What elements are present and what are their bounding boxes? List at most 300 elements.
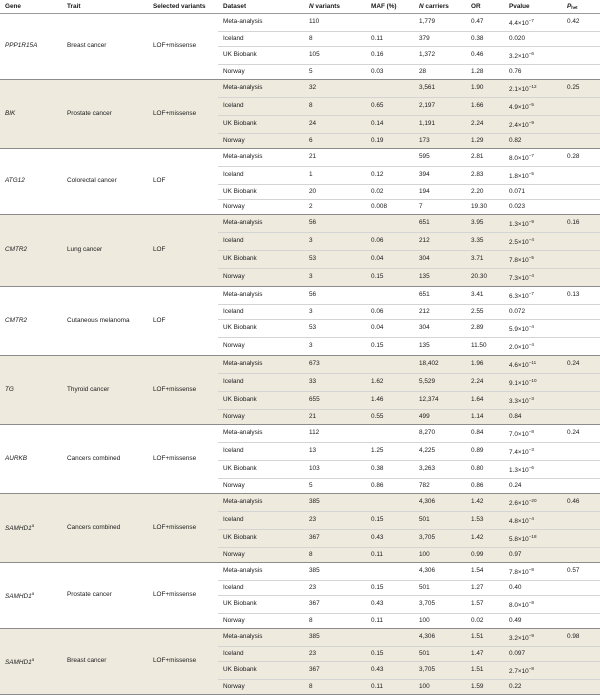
- cell-n-variants: 56: [304, 286, 366, 304]
- cell-or: 1.42: [466, 529, 504, 547]
- cell-gene: [0, 214, 62, 286]
- cell-trait: Breast cancer: [62, 13, 148, 79]
- cell-n-variants: 33: [304, 373, 366, 391]
- pvalue-base: 9.1×10: [509, 379, 529, 387]
- cell-trait: Prostate cancer: [62, 562, 148, 628]
- pvalue-exponent: −5: [528, 254, 534, 260]
- cell-dataset: UK Biobank: [218, 115, 304, 133]
- cell-or: 1.28: [466, 64, 504, 79]
- pvalue-exponent: −3: [528, 446, 534, 452]
- cell-n-variants: 367: [304, 529, 366, 547]
- cell-gene: [0, 286, 62, 355]
- cell-n-variants: 56: [304, 214, 366, 232]
- cell-or: 1.96: [466, 355, 504, 373]
- cell-dataset: Norway: [218, 64, 304, 79]
- cell-n-carriers: 3,705: [414, 529, 466, 547]
- cell-or: 0.02: [466, 613, 504, 628]
- pvalue-base: 3.2×10: [509, 634, 529, 642]
- pvalue-exponent: −7: [528, 152, 534, 158]
- cell-n-carriers: 28: [414, 64, 466, 79]
- cell-or: 3.35: [466, 232, 504, 250]
- cell-n-carriers: 304: [414, 250, 466, 268]
- pvalue-base: 2.5×10: [509, 238, 529, 246]
- cell-maf: 0.15: [366, 268, 414, 286]
- cell-dataset: Iceland: [218, 97, 304, 115]
- cell-n-variants: 23: [304, 646, 366, 661]
- cell-maf: 0.43: [366, 529, 414, 547]
- cell-or: 1.14: [466, 409, 504, 424]
- table-row: [0, 13, 600, 31]
- pvalue-exponent: −20: [528, 497, 537, 503]
- cell-selected-variants: LOF+missense: [148, 628, 218, 694]
- pvalue-base: 2.7×10: [509, 667, 529, 675]
- cell-phet: [562, 547, 600, 562]
- pvalue-base: 0.84: [509, 412, 522, 420]
- pvalue-base: 7.4×10: [509, 448, 529, 456]
- pvalue-base: 5.8×10: [509, 535, 529, 543]
- cell-dataset: Iceland: [218, 373, 304, 391]
- pvalue-base: 2.4×10: [509, 121, 529, 129]
- cell-n-carriers: 18,402: [414, 355, 466, 373]
- cell-n-variants: 21: [304, 148, 366, 166]
- pvalue-base: 0.072: [509, 307, 525, 315]
- cell-pvalue: [504, 319, 562, 337]
- cell-maf: 1.25: [366, 442, 414, 460]
- cell-trait: Cancers combined: [62, 424, 148, 493]
- pvalue-base: 0.22: [509, 682, 522, 690]
- cell-dataset: Meta-analysis: [218, 424, 304, 442]
- cell-pvalue: [504, 184, 562, 199]
- gene-name: SAMHD1: [5, 658, 32, 666]
- cell-n-carriers: 3,705: [414, 595, 466, 613]
- cell-maf: 1.46: [366, 391, 414, 409]
- cell-phet: 0.28: [562, 148, 600, 166]
- cell-n-carriers: 2,197: [414, 97, 466, 115]
- cell-n-carriers: 394: [414, 166, 466, 184]
- cell-selected-variants: LOF+missense: [148, 493, 218, 562]
- cell-or: 1.64: [466, 391, 504, 409]
- cell-n-variants: 105: [304, 46, 366, 64]
- cell-n-variants: 385: [304, 493, 366, 511]
- cell-n-carriers: 8,270: [414, 424, 466, 442]
- gene-trait-group: [0, 13, 600, 79]
- cell-phet: 0.24: [562, 424, 600, 442]
- cell-phet: 0.16: [562, 214, 600, 232]
- cell-selected-variants: LOF: [148, 148, 218, 214]
- cell-dataset: Iceland: [218, 580, 304, 595]
- table-row: [0, 286, 600, 304]
- pvalue-exponent: −11: [528, 359, 537, 365]
- cell-n-variants: 103: [304, 460, 366, 478]
- cell-selected-variants: LOF+missense: [148, 562, 218, 628]
- cell-n-variants: 2: [304, 199, 366, 214]
- cell-phet: 0.42: [562, 13, 600, 31]
- cell-pvalue: [504, 115, 562, 133]
- pvalue-base: 4.6×10: [509, 361, 529, 369]
- cell-dataset: UK Biobank: [218, 46, 304, 64]
- cell-n-variants: 8: [304, 679, 366, 694]
- gene-name: BIK: [5, 109, 16, 117]
- header-trait: Trait: [62, 0, 148, 13]
- gene-name: CMTR2: [5, 246, 28, 253]
- cell-phet: 0.25: [562, 79, 600, 97]
- cell-or: 1.47: [466, 646, 504, 661]
- cell-n-variants: 385: [304, 628, 366, 646]
- gene-name: SAMHD1: [5, 592, 32, 600]
- cell-pvalue: [504, 493, 562, 511]
- cell-or: 2.89: [466, 319, 504, 337]
- cell-or: 1.51: [466, 661, 504, 679]
- cell-selected-variants: LOF+missense: [148, 79, 218, 148]
- pvalue-exponent: −5: [528, 101, 534, 107]
- cell-maf: [366, 79, 414, 97]
- cell-pvalue: [504, 133, 562, 148]
- table-row: [0, 562, 600, 580]
- cell-dataset: Meta-analysis: [218, 493, 304, 511]
- cell-or: 0.99: [466, 547, 504, 562]
- gene-name: AURKB: [5, 454, 28, 462]
- cell-phet: [562, 166, 600, 184]
- cell-n-variants: 3: [304, 304, 366, 319]
- gene-footnote-mark: a: [31, 523, 35, 528]
- cell-pvalue: [504, 424, 562, 442]
- cell-maf: 0.12: [366, 166, 414, 184]
- pvalue-base: 0.023: [509, 202, 525, 210]
- cell-gene: [0, 562, 62, 628]
- pvalue-base: 2.6×10: [509, 499, 529, 507]
- cell-n-variants: 53: [304, 250, 366, 268]
- cell-phet: [562, 268, 600, 286]
- cell-maf: 0.55: [366, 409, 414, 424]
- cell-n-variants: 13: [304, 442, 366, 460]
- cell-dataset: Iceland: [218, 232, 304, 250]
- pvalue-exponent: −4: [528, 236, 534, 242]
- cell-trait: Cancers combined: [62, 493, 148, 562]
- cell-n-variants: 53: [304, 319, 366, 337]
- cell-pvalue: [504, 580, 562, 595]
- pvalue-base: 6.3×10: [509, 292, 529, 300]
- cell-selected-variants: LOF+missense: [148, 355, 218, 424]
- cell-pvalue: [504, 460, 562, 478]
- cell-dataset: Norway: [218, 478, 304, 493]
- cell-n-carriers: 5,529: [414, 373, 466, 391]
- cell-n-variants: 3: [304, 268, 366, 286]
- cell-maf: [366, 628, 414, 646]
- cell-dataset: Meta-analysis: [218, 562, 304, 580]
- cell-phet: [562, 613, 600, 628]
- gene-name: TG: [5, 385, 14, 393]
- cell-dataset: Iceland: [218, 646, 304, 661]
- cell-pvalue: [504, 613, 562, 628]
- cell-pvalue: [504, 199, 562, 214]
- cell-n-carriers: 595: [414, 148, 466, 166]
- table-header: [0, 0, 600, 13]
- cell-maf: 0.19: [366, 133, 414, 148]
- cell-phet: [562, 64, 600, 79]
- header-n-carriers: [414, 0, 466, 13]
- cell-dataset: Meta-analysis: [218, 148, 304, 166]
- gene-trait-group: [0, 628, 600, 694]
- cell-or: 1.53: [466, 511, 504, 529]
- header-n-carriers-n: N: [419, 2, 424, 10]
- cell-n-carriers: 212: [414, 304, 466, 319]
- pvalue-base: 7.0×10: [509, 430, 529, 438]
- gene-trait-group: [0, 424, 600, 493]
- cell-phet: 0.24: [562, 355, 600, 373]
- cell-maf: 0.06: [366, 232, 414, 250]
- pvalue-base: 4.9×10: [509, 103, 529, 111]
- cell-phet: [562, 31, 600, 46]
- pvalue-exponent: −12: [528, 83, 537, 89]
- cell-n-carriers: 4,306: [414, 493, 466, 511]
- cell-or: 1.51: [466, 628, 504, 646]
- pvalue-base: 4.4×10: [509, 19, 529, 27]
- gene-trait-group: [0, 493, 600, 562]
- cell-n-carriers: 3,263: [414, 460, 466, 478]
- gene-trait-group: [0, 148, 600, 214]
- header-dataset: Dataset: [218, 0, 304, 13]
- cell-n-carriers: 4,306: [414, 628, 466, 646]
- cell-or: 1.42: [466, 493, 504, 511]
- cell-phet: 0.98: [562, 628, 600, 646]
- cell-n-variants: 24: [304, 115, 366, 133]
- cell-phet: [562, 373, 600, 391]
- header-phet-sub: het: [571, 4, 578, 10]
- cell-pvalue: [504, 595, 562, 613]
- table-row: [0, 148, 600, 166]
- cell-phet: [562, 595, 600, 613]
- cell-phet: [562, 391, 600, 409]
- pvalue-exponent: −4: [528, 341, 534, 347]
- cell-trait: Colorectal cancer: [62, 148, 148, 214]
- pvalue-exponent: −6: [528, 464, 534, 470]
- cell-or: 1.90: [466, 79, 504, 97]
- pvalue-exponent: −8: [528, 428, 534, 434]
- cell-n-variants: 367: [304, 595, 366, 613]
- cell-phet: [562, 511, 600, 529]
- cell-maf: [366, 562, 414, 580]
- cell-n-variants: 655: [304, 391, 366, 409]
- cell-n-carriers: 501: [414, 580, 466, 595]
- pvalue-base: 0.97: [509, 550, 522, 558]
- cell-n-variants: 3: [304, 232, 366, 250]
- pvalue-exponent: −5: [528, 170, 534, 176]
- cell-or: 19.30: [466, 199, 504, 214]
- header-n-variants: [304, 0, 366, 13]
- pvalue-exponent: −18: [528, 533, 537, 539]
- cell-maf: 0.11: [366, 31, 414, 46]
- cell-dataset: UK Biobank: [218, 460, 304, 478]
- cell-or: 2.81: [466, 148, 504, 166]
- cell-dataset: Norway: [218, 409, 304, 424]
- cell-selected-variants: LOF+missense: [148, 424, 218, 493]
- header-maf: MAF (%): [366, 0, 414, 13]
- pvalue-base: 4.8×10: [509, 517, 529, 525]
- cell-n-carriers: 4,306: [414, 562, 466, 580]
- cell-phet: [562, 478, 600, 493]
- cell-dataset: UK Biobank: [218, 319, 304, 337]
- cell-pvalue: [504, 547, 562, 562]
- cell-pvalue: [504, 679, 562, 694]
- pvalue-exponent: −3: [528, 395, 534, 401]
- cell-n-variants: 5: [304, 478, 366, 493]
- cell-phet: [562, 115, 600, 133]
- cell-phet: [562, 529, 600, 547]
- cell-n-variants: 23: [304, 511, 366, 529]
- cell-pvalue: [504, 286, 562, 304]
- pvalue-base: 3.3×10: [509, 397, 529, 405]
- cell-dataset: Iceland: [218, 31, 304, 46]
- cell-phet: 0.13: [562, 286, 600, 304]
- header-n-variants-rest: variants: [313, 2, 340, 10]
- cell-n-carriers: 501: [414, 511, 466, 529]
- cell-or: 0.84: [466, 424, 504, 442]
- cell-maf: 0.02: [366, 184, 414, 199]
- table-row: [0, 493, 600, 511]
- header-gene: Gene: [0, 0, 62, 13]
- cell-phet: [562, 442, 600, 460]
- header-or: OR: [466, 0, 504, 13]
- cell-maf: 0.43: [366, 595, 414, 613]
- cell-n-carriers: 1,191: [414, 115, 466, 133]
- cell-n-carriers: 135: [414, 337, 466, 355]
- header-row: [0, 0, 600, 13]
- cell-n-variants: 3: [304, 337, 366, 355]
- cell-pvalue: [504, 562, 562, 580]
- pvalue-exponent: −7: [528, 17, 534, 23]
- pvalue-base: 8.0×10: [509, 154, 529, 162]
- gene-name: PPP1R15A: [5, 42, 38, 49]
- cell-phet: 0.57: [562, 562, 600, 580]
- cell-gene: [0, 493, 62, 562]
- cell-n-variants: 21: [304, 409, 366, 424]
- cell-dataset: Norway: [218, 337, 304, 355]
- cell-dataset: Meta-analysis: [218, 355, 304, 373]
- gene-trait-group: [0, 286, 600, 355]
- cell-maf: [366, 355, 414, 373]
- cell-phet: [562, 580, 600, 595]
- cell-maf: 0.008: [366, 199, 414, 214]
- cell-dataset: Meta-analysis: [218, 13, 304, 31]
- header-n-variants-n: N: [309, 2, 314, 10]
- pvalue-base: 0.49: [509, 616, 522, 624]
- pvalue-exponent: −4: [528, 323, 534, 329]
- cell-dataset: UK Biobank: [218, 250, 304, 268]
- cell-or: 20.30: [466, 268, 504, 286]
- gene-trait-group: [0, 355, 600, 424]
- cell-maf: 0.38: [366, 460, 414, 478]
- cell-n-carriers: 1,779: [414, 13, 466, 31]
- cell-or: 1.57: [466, 595, 504, 613]
- cell-gene: [0, 628, 62, 694]
- pvalue-base: 7.8×10: [509, 256, 529, 264]
- cell-or: 1.29: [466, 133, 504, 148]
- cell-dataset: UK Biobank: [218, 391, 304, 409]
- cell-or: 1.54: [466, 562, 504, 580]
- header-n-carriers-rest: carriers: [423, 2, 449, 10]
- cell-dataset: UK Biobank: [218, 529, 304, 547]
- cell-or: 3.41: [466, 286, 504, 304]
- cell-or: 0.80: [466, 460, 504, 478]
- cell-phet: [562, 319, 600, 337]
- cell-trait: Prostate cancer: [62, 79, 148, 148]
- cell-n-variants: 112: [304, 424, 366, 442]
- cell-pvalue: [504, 442, 562, 460]
- pvalue-base: 1.8×10: [509, 172, 529, 180]
- cell-n-carriers: 100: [414, 679, 466, 694]
- cell-n-carriers: 501: [414, 646, 466, 661]
- cell-pvalue: [504, 64, 562, 79]
- cell-maf: 0.65: [366, 97, 414, 115]
- cell-phet: [562, 232, 600, 250]
- cell-dataset: UK Biobank: [218, 661, 304, 679]
- cell-n-carriers: 135: [414, 268, 466, 286]
- header-phet-p: P: [567, 2, 572, 10]
- cell-dataset: UK Biobank: [218, 184, 304, 199]
- cell-pvalue: [504, 31, 562, 46]
- cell-selected-variants: LOF: [148, 286, 218, 355]
- cell-gene: [0, 79, 62, 148]
- cell-pvalue: [504, 355, 562, 373]
- pvalue-base: 0.020: [509, 34, 525, 42]
- cell-maf: [366, 148, 414, 166]
- table-row: [0, 424, 600, 442]
- cell-phet: 0.46: [562, 493, 600, 511]
- cell-maf: 0.11: [366, 679, 414, 694]
- cell-or: 2.24: [466, 373, 504, 391]
- cell-pvalue: [504, 79, 562, 97]
- cell-pvalue: [504, 13, 562, 31]
- cell-dataset: Norway: [218, 268, 304, 286]
- cell-or: 1.66: [466, 97, 504, 115]
- pvalue-exponent: −8: [528, 599, 534, 605]
- cell-dataset: Iceland: [218, 511, 304, 529]
- cell-trait: Breast cancer: [62, 628, 148, 694]
- table-row: [0, 214, 600, 232]
- cell-pvalue: [504, 337, 562, 355]
- cell-gene: [0, 148, 62, 214]
- cell-n-carriers: 651: [414, 286, 466, 304]
- cell-n-carriers: 7: [414, 199, 466, 214]
- pvalue-exponent: −6: [528, 50, 534, 56]
- cell-n-variants: 367: [304, 661, 366, 679]
- cell-n-variants: 385: [304, 562, 366, 580]
- pvalue-base: 0.76: [509, 67, 522, 75]
- cell-maf: 0.15: [366, 337, 414, 355]
- cell-maf: 0.15: [366, 511, 414, 529]
- pvalue-exponent: −7: [528, 290, 534, 296]
- pvalue-base: 0.24: [509, 481, 522, 489]
- cell-dataset: Norway: [218, 133, 304, 148]
- cell-phet: [562, 661, 600, 679]
- cell-pvalue: [504, 628, 562, 646]
- cell-or: 1.59: [466, 679, 504, 694]
- cell-pvalue: [504, 46, 562, 64]
- cell-n-variants: 1: [304, 166, 366, 184]
- cell-phet: [562, 46, 600, 64]
- cell-maf: 0.04: [366, 250, 414, 268]
- cell-n-carriers: 379: [414, 31, 466, 46]
- cell-pvalue: [504, 166, 562, 184]
- cell-maf: 0.11: [366, 547, 414, 562]
- table-row: [0, 355, 600, 373]
- cell-or: 11.50: [466, 337, 504, 355]
- cell-phet: [562, 679, 600, 694]
- gene-footnote-mark: a: [31, 656, 35, 662]
- pvalue-exponent: −8: [528, 566, 534, 572]
- gene-name: SAMHD1: [5, 525, 32, 532]
- cell-gene: [0, 13, 62, 79]
